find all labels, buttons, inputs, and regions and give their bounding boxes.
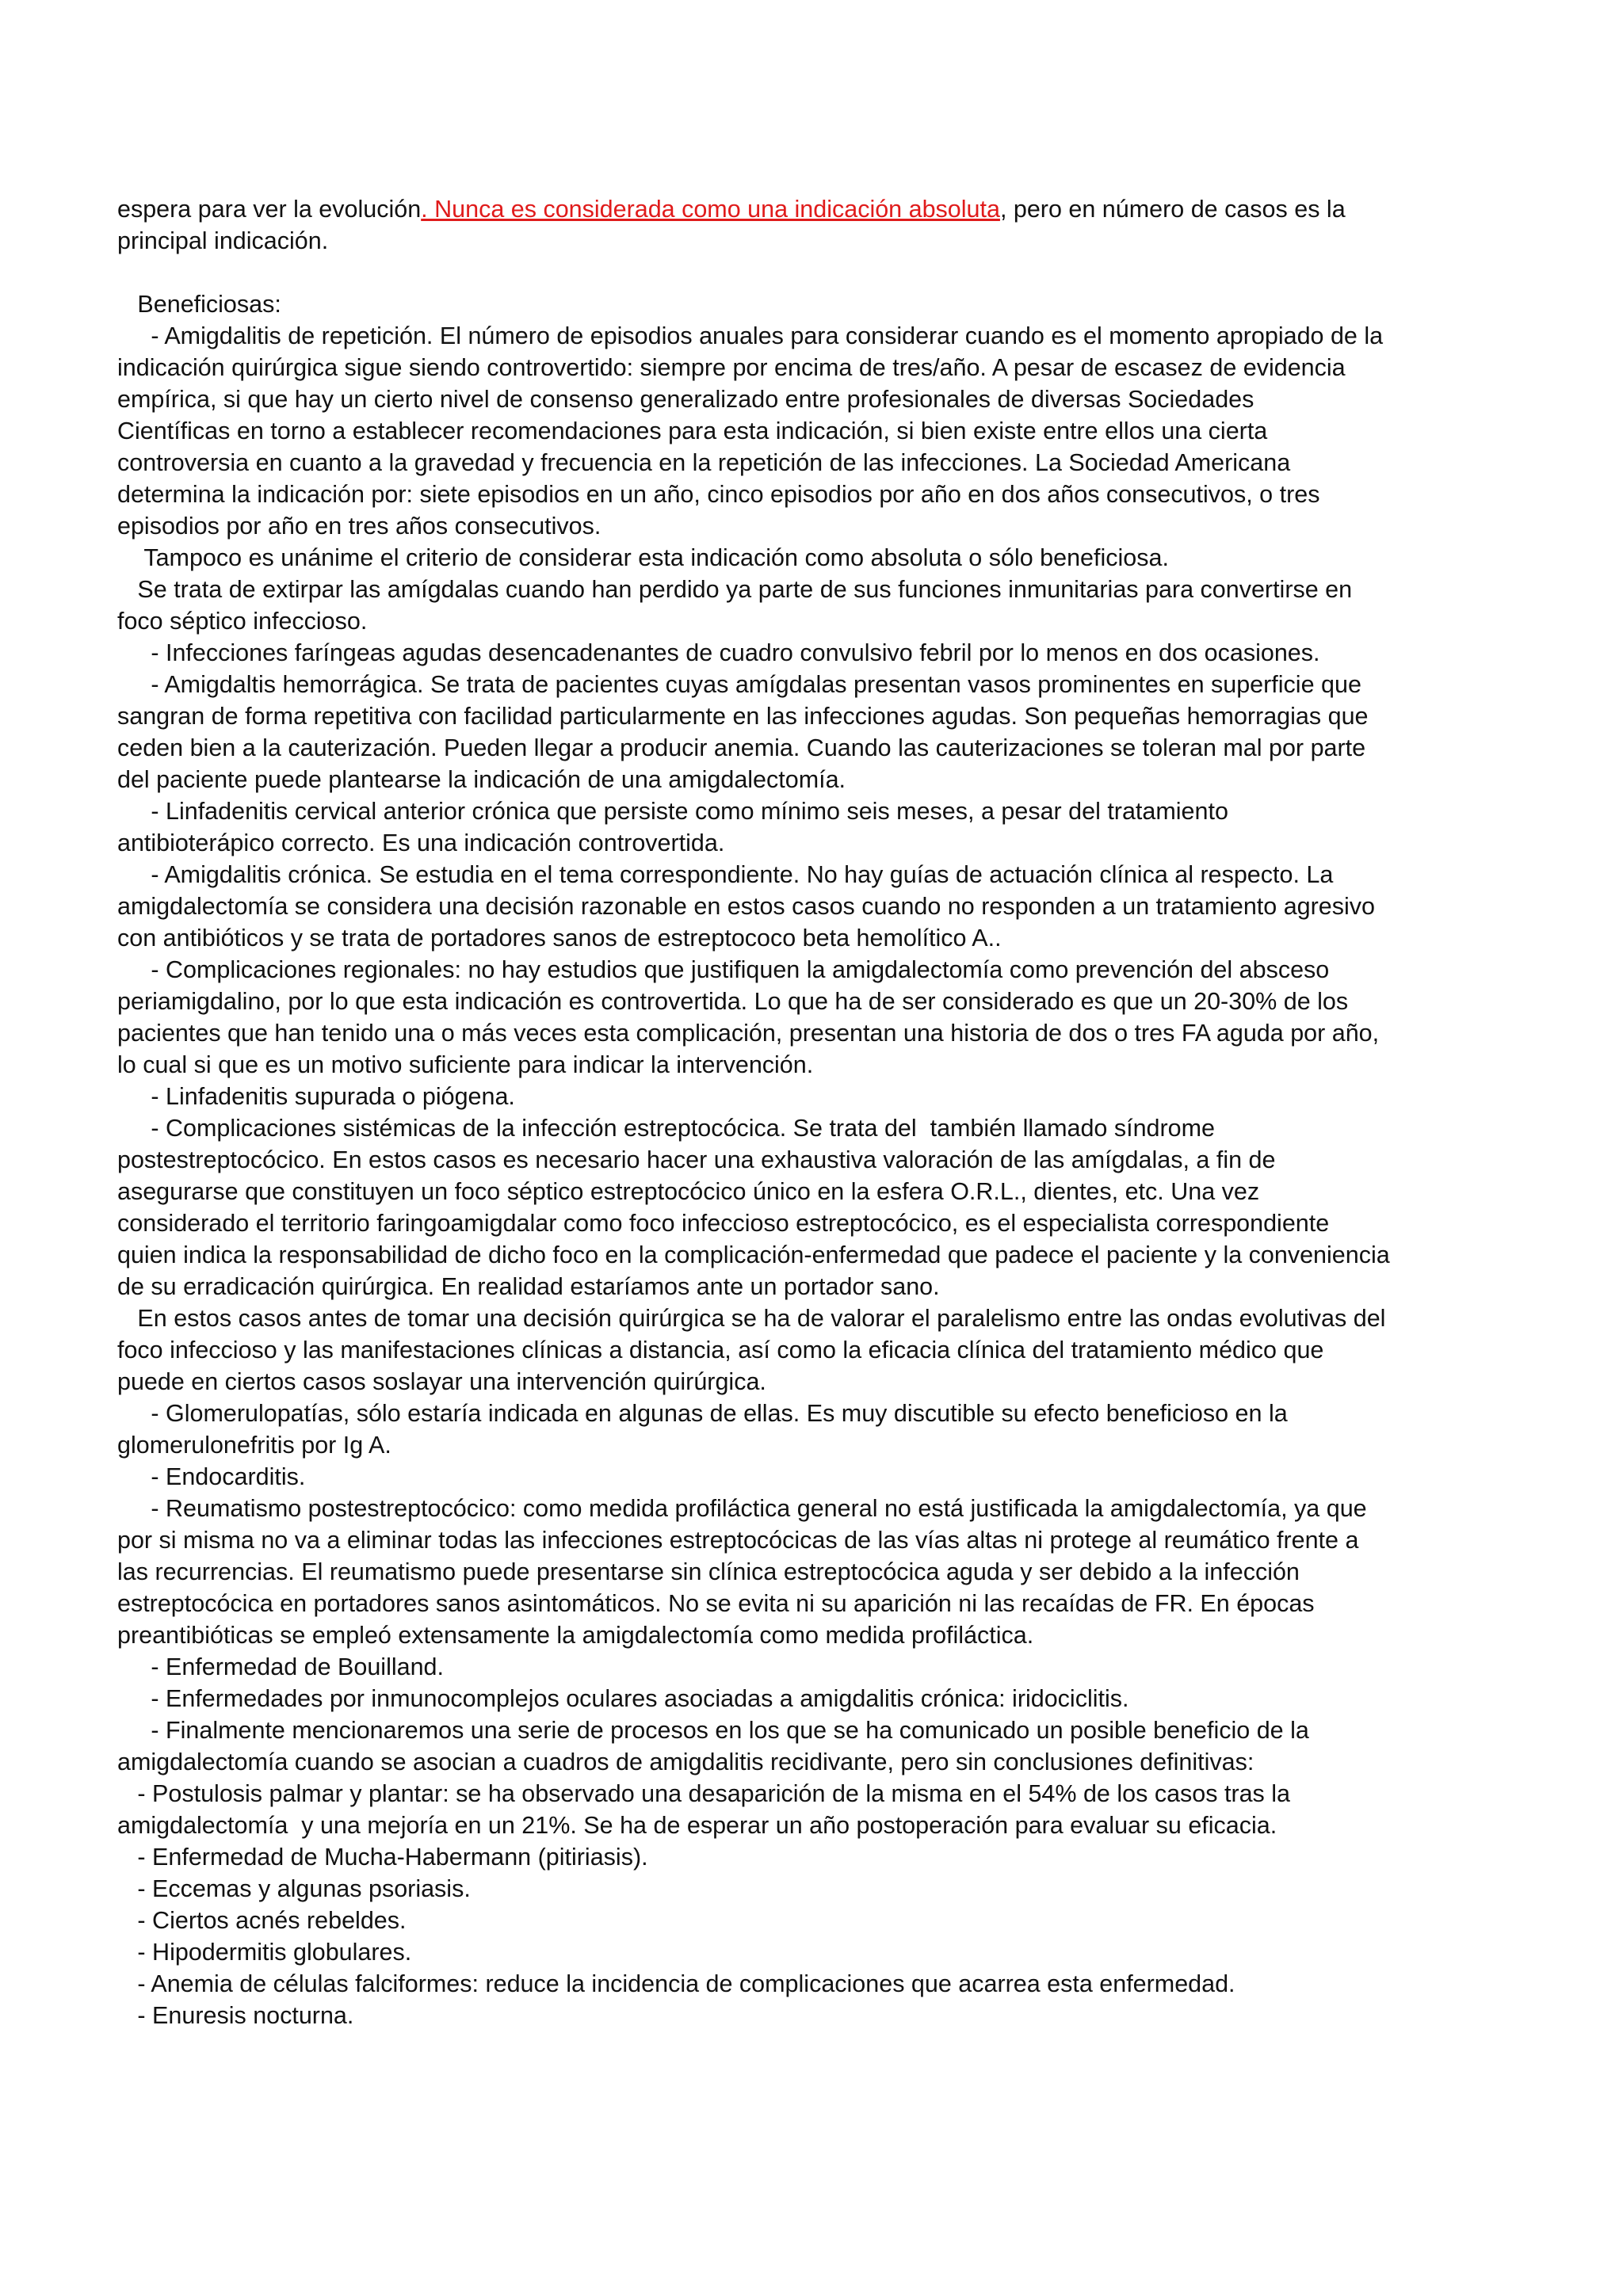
text-line: antibioterápico correcto. Es una indicación controvertida. [117,830,725,856]
text-line: de su erradicación quirúrgica. En realidad estaríamos ante un portador sano. [117,1273,940,1300]
text-line: Tampoco es unánime el criterio de considerar esta indicación como absoluta o sólo beneficiosa. [117,544,1169,571]
text-line: principal indicación. [117,227,329,254]
text-line: - Enfermedades por inmunocomplejos oculares asociadas a amigdalitis crónica: iridociclitis. [117,1685,1129,1712]
text-line: las recurrencias. El reumatismo puede presentarse sin clínica estreptocócica aguda y ser debido a la infección [117,1558,1300,1585]
text-line: amigdalectomía se considera una decisión razonable en estos casos cuando no responden a un tratamiento agresivo [117,893,1375,920]
text-line: lo cual si que es un motivo suficiente para indicar la intervención. [117,1051,814,1078]
text-line: glomerulonefritis por Ig A. [117,1432,391,1459]
text-line: indicación quirúrgica sigue siendo controvertido: siempre por encima de tres/año. A pesar de escasez de evidencia [117,354,1346,381]
text-line: preantibióticas se empleó extensamente la amigdalectomía como medida profiláctica. [117,1622,1034,1649]
text-line: episodios por año en tres años consecutivos. [117,513,601,540]
text-span: , pero en número de casos es la [999,196,1346,223]
text-line: foco séptico infeccioso. [117,608,368,635]
text-line: del paciente puede plantearse la indicación de una amigdalectomía. [117,766,846,793]
text-line: sangran de forma repetitiva con facilidad particularmente en las infecciones agudas. Son pequeñas hemorragias que [117,703,1369,730]
text-line: por si misma no va a eliminar todas las infecciones estreptocócicas de las vías altas ni protege al reumático frente a [117,1527,1359,1554]
text-line: estreptocócica en portadores sanos asintomáticos. No se evita ni su aparición ni las recaídas de FR. En épocas [117,1590,1315,1617]
text-line [117,193,1506,225]
text-line: - Enfermedad de Bouilland. [117,1653,444,1680]
text-line: - Postulosis palmar y plantar: se ha observado una desaparición de la misma en el 54% de los casos tras la [117,1780,1291,1807]
text-line: - Infecciones faríngeas agudas desencadenantes de cuadro convulsivo febril por lo menos en dos ocasiones. [117,639,1320,666]
text-line: considerado el territorio faringoamigdalar como foco infeccioso estreptocócico, es el especialista correspondiente [117,1210,1330,1237]
text-line: - Enfermedad de Mucha-Habermann (pitiriasis). [117,1844,648,1871]
text-line: - Linfadenitis cervical anterior crónica que persiste como mínimo seis meses, a pesar del tratamiento [117,798,1228,825]
paragraph-gap [117,257,1506,288]
document-page [117,193,1506,2031]
text-line: postestreptocócico. En estos casos es necesario hacer una exhaustiva valoración de las amígdalas, a fin de [117,1146,1276,1173]
text-line: controversia en cuanto a la gravedad y frecuencia en la repetición de las infecciones. La Sociedad Americana [117,449,1291,476]
text-line: amigdalectomía y una mejoría en un 21%. Se ha de esperar un año postoperación para evaluar su eficacia. [117,1812,1277,1839]
text-line: - Amigdaltis hemorrágica. Se trata de pacientes cuyas amígdalas presentan vasos prominentes en superficie que [117,671,1361,698]
highlighted-text: . Nunca es considerada como una indicación absoluta [421,196,1000,223]
text-line: - Endocarditis. [117,1463,306,1490]
text-line: - Linfadenitis supurada o piógena. [117,1083,515,1110]
text-line: Científicas en torno a establecer recomendaciones para esta indicación, si bien existe entre ellos una cierta [117,418,1268,444]
text-line: foco infeccioso y las manifestaciones clínicas a distancia, así como la eficacia clínica del tratamiento médico que [117,1337,1324,1363]
text-span: espera para ver la evolución [117,196,422,223]
text-line: - Ciertos acnés rebeldes. [117,1907,407,1934]
text-line: - Reumatismo postestreptocócico: como medida profiláctica general no está justificada la amigdalectomía, ya que [117,1495,1367,1522]
text-line: - Finalmente mencionaremos una serie de procesos en los que se ha comunicado un posible beneficio de la [117,1717,1309,1744]
text-line: - Eccemas y algunas psoriasis. [117,1875,471,1902]
text-line: En estos casos antes de tomar una decisión quirúrgica se ha de valorar el paralelismo entre las ondas evolutivas del [117,1305,1386,1332]
text-line: - Enuresis nocturna. [117,2002,354,2029]
body-text [117,288,1506,2031]
text-line: determina la indicación por: siete episodios en un año, cinco episodios por año en dos años consecutivos, o tres [117,481,1320,508]
text-line: empírica, si que hay un cierto nivel de consenso generalizado entre profesionales de diversas Sociedades [117,386,1254,413]
text-line: amigdalectomía cuando se asocian a cuadros de amigdalitis recidivante, pero sin conclusiones definitivas: [117,1749,1254,1775]
text-line: asegurarse que constituyen un foco séptico estreptocócico único en la esfera O.R.L., dientes, etc. Una vez [117,1178,1260,1205]
text-line: - Anemia de células falciformes: reduce la incidencia de complicaciones que acarrea esta enfermedad. [117,1970,1235,1997]
text-line: Beneficiosas: [117,291,281,318]
text-line: - Glomerulopatías, sólo estaría indicada en algunas de ellas. Es muy discutible su efecto beneficioso en la [117,1400,1288,1427]
text-line: - Amigdalitis crónica. Se estudia en el tema correspondiente. No hay guías de actuación clínica al respecto. La [117,861,1334,888]
text-line: quien indica la responsabilidad de dicho foco en la complicación-enfermedad que padece el paciente y la conveniencia [117,1241,1390,1268]
text-line: - Complicaciones sistémicas de la infección estreptocócica. Se trata del también llamado síndrome [117,1115,1215,1142]
text-line: - Hipodermitis globulares. [117,1939,412,1966]
text-line: puede en ciertos casos soslayar una intervención quirúrgica. [117,1368,766,1395]
text-line: - Amigdalitis de repetición. El número de episodios anuales para considerar cuando es el momento apropiado de la [117,322,1384,349]
text-line: periamigdalino, por lo que esta indicación es controvertida. Lo que ha de ser considerado es que un 20-30% de los [117,988,1349,1015]
text-line: Se trata de extirpar las amígdalas cuando han perdido ya parte de sus funciones inmunitarias para convertirse en [117,576,1353,603]
text-line: con antibióticos y se trata de portadores sanos de estreptococo beta hemolítico A.. [117,925,1002,952]
text-line: pacientes que han tenido una o más veces esta complicación, presentan una historia de dos o tres FA aguda por año, [117,1020,1380,1047]
text-line: - Complicaciones regionales: no hay estudios que justifiquen la amigdalectomía como prevención del absceso [117,956,1330,983]
text-line: ceden bien a la cauterización. Pueden llegar a producir anemia. Cuando las cauterizaciones se toleran mal por parte [117,734,1366,761]
